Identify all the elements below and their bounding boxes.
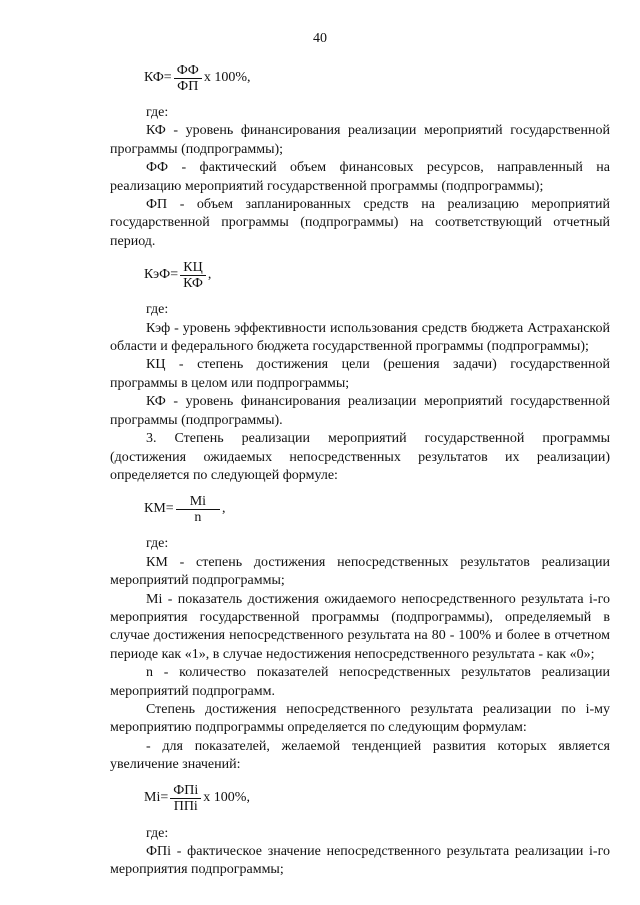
formula-kf xyxy=(144,58,610,98)
definition-paragraph: Кэф - уровень эффективности использования средств бюджета Астраханской области и федерального бюджета государственной программы (подпрограммы); xyxy=(110,320,610,355)
formula-kef-fraction xyxy=(180,260,206,291)
definition-paragraph: Mi - показатель достижения ожидаемого непосредственного результата i-го мероприятия государственной программы (подпрограммы), определяемый в случае достижения непосредственного результата на 80 - 100% и более в отчетном периоде как «1», в случае недостижения непосредственного результата - как «0»; xyxy=(110,591,610,662)
document-body xyxy=(110,58,610,880)
where-label: где: xyxy=(146,105,169,120)
formula-mi-rhs: х 100%, xyxy=(203,790,250,806)
formula-kef-numerator: КЦ xyxy=(180,260,205,276)
definition-paragraph: ФП - объем запланированных средств на реализацию мероприятий государственной программы (подпрограммы) на соответствующий отчетный период. xyxy=(110,197,610,249)
formula-kf-fraction xyxy=(174,63,202,94)
page-number: 40 xyxy=(313,31,327,46)
formula-kef xyxy=(144,255,610,295)
formula-kf-lhs: КФ= xyxy=(144,69,172,85)
where-label: где: xyxy=(146,302,169,318)
formula-kf-numerator: ФФ xyxy=(174,63,202,79)
formula-kef-denominator: КФ xyxy=(183,275,203,291)
definition-paragraph: ФПi - фактическое значение непосредственного результата реализации i-го мероприятия подпрограммы; xyxy=(110,844,610,878)
formula-mi-numerator: ФПi xyxy=(170,783,201,799)
definition-paragraph: КМ - степень достижения непосредственных результатов реализации мероприятий подпрограммы; xyxy=(110,554,610,589)
definition-paragraph: n - количество показателей непосредственных результатов реализации мероприятий подпрограмм. xyxy=(110,665,610,699)
formula-km-rhs: , xyxy=(222,501,226,517)
section-paragraph: 3. Степень реализации мероприятий государственной программы (достижения ожидаемых непосредственных результатов их реализации) определяется по следующей формуле: xyxy=(110,431,610,483)
formula-km-numerator: Mi xyxy=(176,494,220,510)
definition-paragraph: КЦ - степень достижения цели (решения задачи) государственной программы в целом или подпрограммы; xyxy=(110,357,610,391)
definition-paragraph: КФ - уровень финансирования реализации мероприятий государственной программы (подпрограммы); xyxy=(110,123,610,157)
formula-mi-lhs: Mi= xyxy=(144,790,169,806)
definition-paragraph: КФ - уровень финансирования реализации мероприятий государственной программы (подпрограммы). xyxy=(110,394,610,428)
formula-mi xyxy=(144,779,610,819)
definition-paragraph: ФФ - фактический объем финансовых ресурсов, направленный на реализацию мероприятий государственной программы (подпрограммы); xyxy=(110,160,610,194)
definition-paragraph: - для показателей, желаемой тенденцией развития которых является увеличение значений: xyxy=(110,738,610,773)
where-label: где: xyxy=(146,825,169,841)
definition-paragraph: Степень достижения непосредственного результата реализации по i-му мероприятию подпрограммы определяется по следующим формулам: xyxy=(110,701,610,736)
formula-kef-rhs: , xyxy=(207,267,212,283)
formula-kf-denominator: ФП xyxy=(177,78,199,94)
formula-km xyxy=(144,489,610,529)
formula-mi-fraction xyxy=(170,783,201,814)
where-label: где: xyxy=(146,536,169,552)
formula-km-lhs: КМ= xyxy=(144,501,174,517)
formula-km-denominator: n xyxy=(194,509,202,525)
formula-kef-lhs: КэФ= xyxy=(144,267,179,283)
formula-km-fraction xyxy=(176,494,220,525)
formula-kf-rhs: х 100%, xyxy=(203,69,251,85)
formula-mi-denominator: ППi xyxy=(173,799,198,815)
